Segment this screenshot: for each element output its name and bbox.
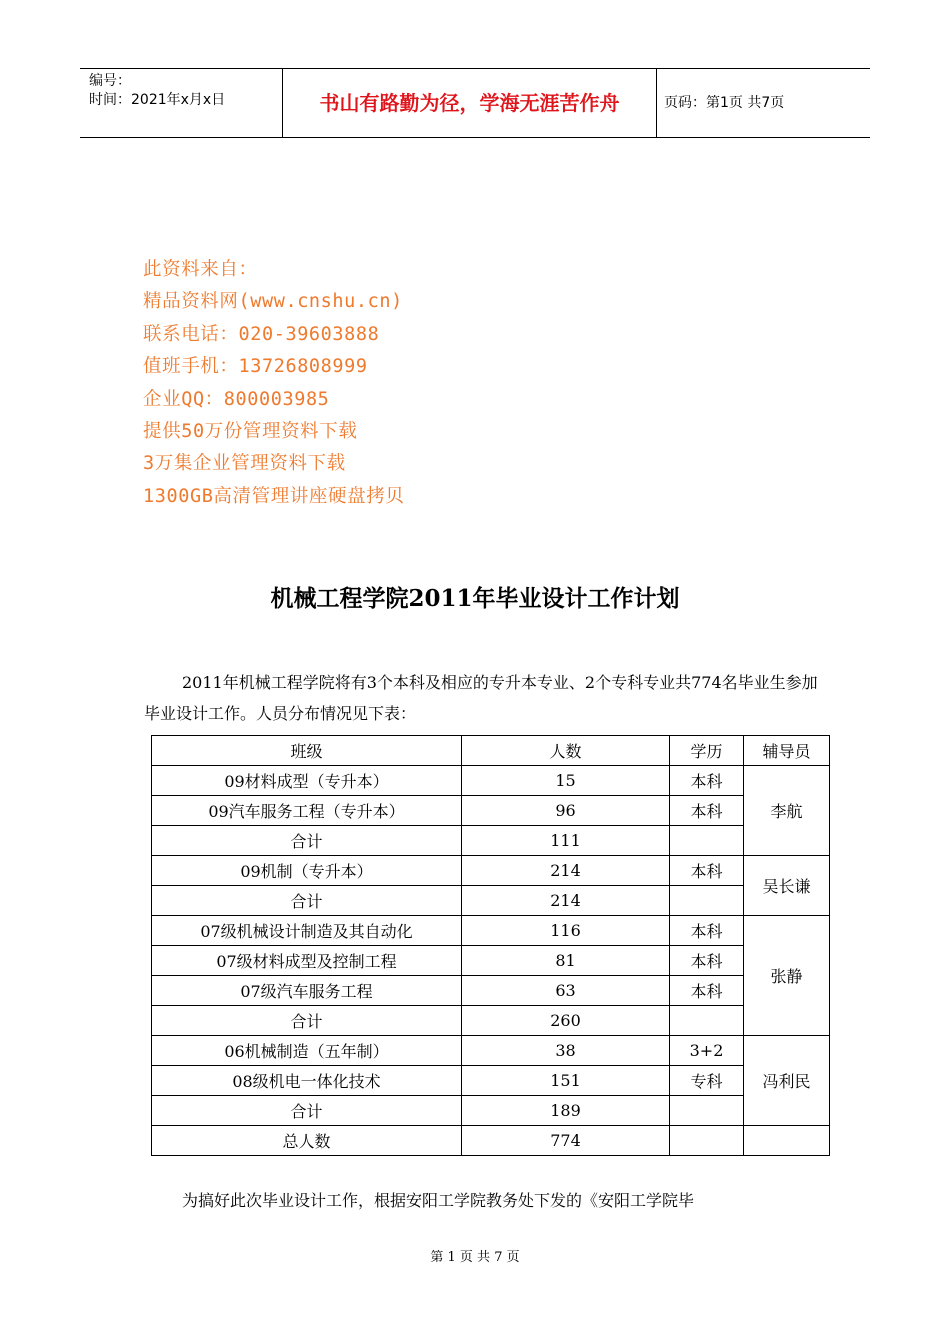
level-cell [670,1006,744,1036]
time-label: 时间：2021年x月x日 [89,92,226,108]
table-row [152,1006,830,1036]
class-cell: 08级机电一体化技术 [152,1066,462,1096]
advisor-cell: 张静 [744,916,830,1036]
count-cell: 774 [462,1126,670,1156]
class-cell: 07级机械设计制造及其自动化 [152,916,462,946]
header-cell: 辅导员 [744,736,830,766]
level-cell [670,1096,744,1126]
advisor-cell [744,1126,830,1156]
header-cell: 班级 [152,736,462,766]
source-line: 联系电话：020-39603888 [143,323,380,345]
count-cell: 15 [462,766,670,796]
table-row [152,856,830,886]
table-row [152,826,830,856]
count-cell: 214 [462,856,670,886]
class-cell: 09汽车服务工程（专升本） [152,796,462,826]
intro-paragraph: 2011年机械工程学院将有3个本科及相应的专升本专业、2个专科专业共774名毕业生参加毕业设计工作。人员分布情况见下表： [144,673,818,723]
count-cell: 151 [462,1066,670,1096]
header-cell: 学历 [670,736,744,766]
table-row [152,1096,830,1126]
class-cell: 总人数 [152,1126,462,1156]
count-cell: 38 [462,1036,670,1066]
header-motto: 书山有路勤为径，学海无涯苦作舟 [282,69,657,137]
count-cell: 96 [462,796,670,826]
source-info-block [143,254,404,513]
number-label: 编号： [89,73,131,89]
table-row [152,1126,830,1156]
level-cell: 本科 [670,796,744,826]
table-header-row [152,736,830,766]
outro-paragraph: 为搞好此次毕业设计工作，根据安阳工学院教务处下发的《安阳工学院毕 [182,1191,695,1210]
table-row [152,976,830,1006]
level-cell [670,826,744,856]
level-cell [670,886,744,916]
table-row [152,1036,830,1066]
source-line: 此资料来自： [143,259,258,280]
source-line: 3万集企业管理资料下载 [143,453,346,475]
class-cell: 合计 [152,886,462,916]
count-cell: 189 [462,1096,670,1126]
class-cell: 09材料成型（专升本） [152,766,462,796]
document-title: 机械工程学院2011年毕业设计工作计划 [270,585,680,612]
level-cell: 本科 [670,916,744,946]
class-cell: 07级材料成型及控制工程 [152,946,462,976]
class-cell: 合计 [152,1006,462,1036]
count-cell: 111 [462,826,670,856]
class-cell: 合计 [152,1096,462,1126]
level-cell: 本科 [670,976,744,1006]
source-line: 精品资料网(www.cnshu.cn) [143,291,403,313]
table-row [152,796,830,826]
count-cell: 116 [462,916,670,946]
level-cell: 本科 [670,946,744,976]
page-header [80,68,870,138]
advisor-cell: 冯利民 [744,1036,830,1126]
class-cell: 07级汽车服务工程 [152,976,462,1006]
level-cell: 本科 [670,766,744,796]
page-footer: 第 1 页 共 7 页 [430,1250,520,1265]
count-cell: 81 [462,946,670,976]
header-meta [80,69,282,137]
header-page-info: 页码：第1页 共7页 [664,95,785,111]
count-cell: 63 [462,976,670,1006]
class-cell: 06机械制造（五年制） [152,1036,462,1066]
class-cell: 合计 [152,826,462,856]
source-line: 1300GB高清管理讲座硬盘拷贝 [143,485,405,507]
personnel-table [151,735,830,1156]
advisor-cell: 李航 [744,766,830,856]
source-line: 提供50万份管理资料下载 [143,421,358,443]
table-row [152,916,830,946]
table-row [152,886,830,916]
advisor-cell: 吴长谦 [744,856,830,916]
table-row [152,766,830,796]
table-row [152,946,830,976]
table-row [152,1066,830,1096]
level-cell: 3+2 [670,1036,744,1066]
source-line: 企业QQ：800003985 [143,388,330,410]
level-cell: 本科 [670,856,744,886]
level-cell: 专科 [670,1066,744,1096]
class-cell: 09机制（专升本） [152,856,462,886]
count-cell: 260 [462,1006,670,1036]
level-cell [670,1126,744,1156]
source-line: 值班手机：13726808999 [143,356,368,378]
count-cell: 214 [462,886,670,916]
header-cell: 人数 [462,736,670,766]
